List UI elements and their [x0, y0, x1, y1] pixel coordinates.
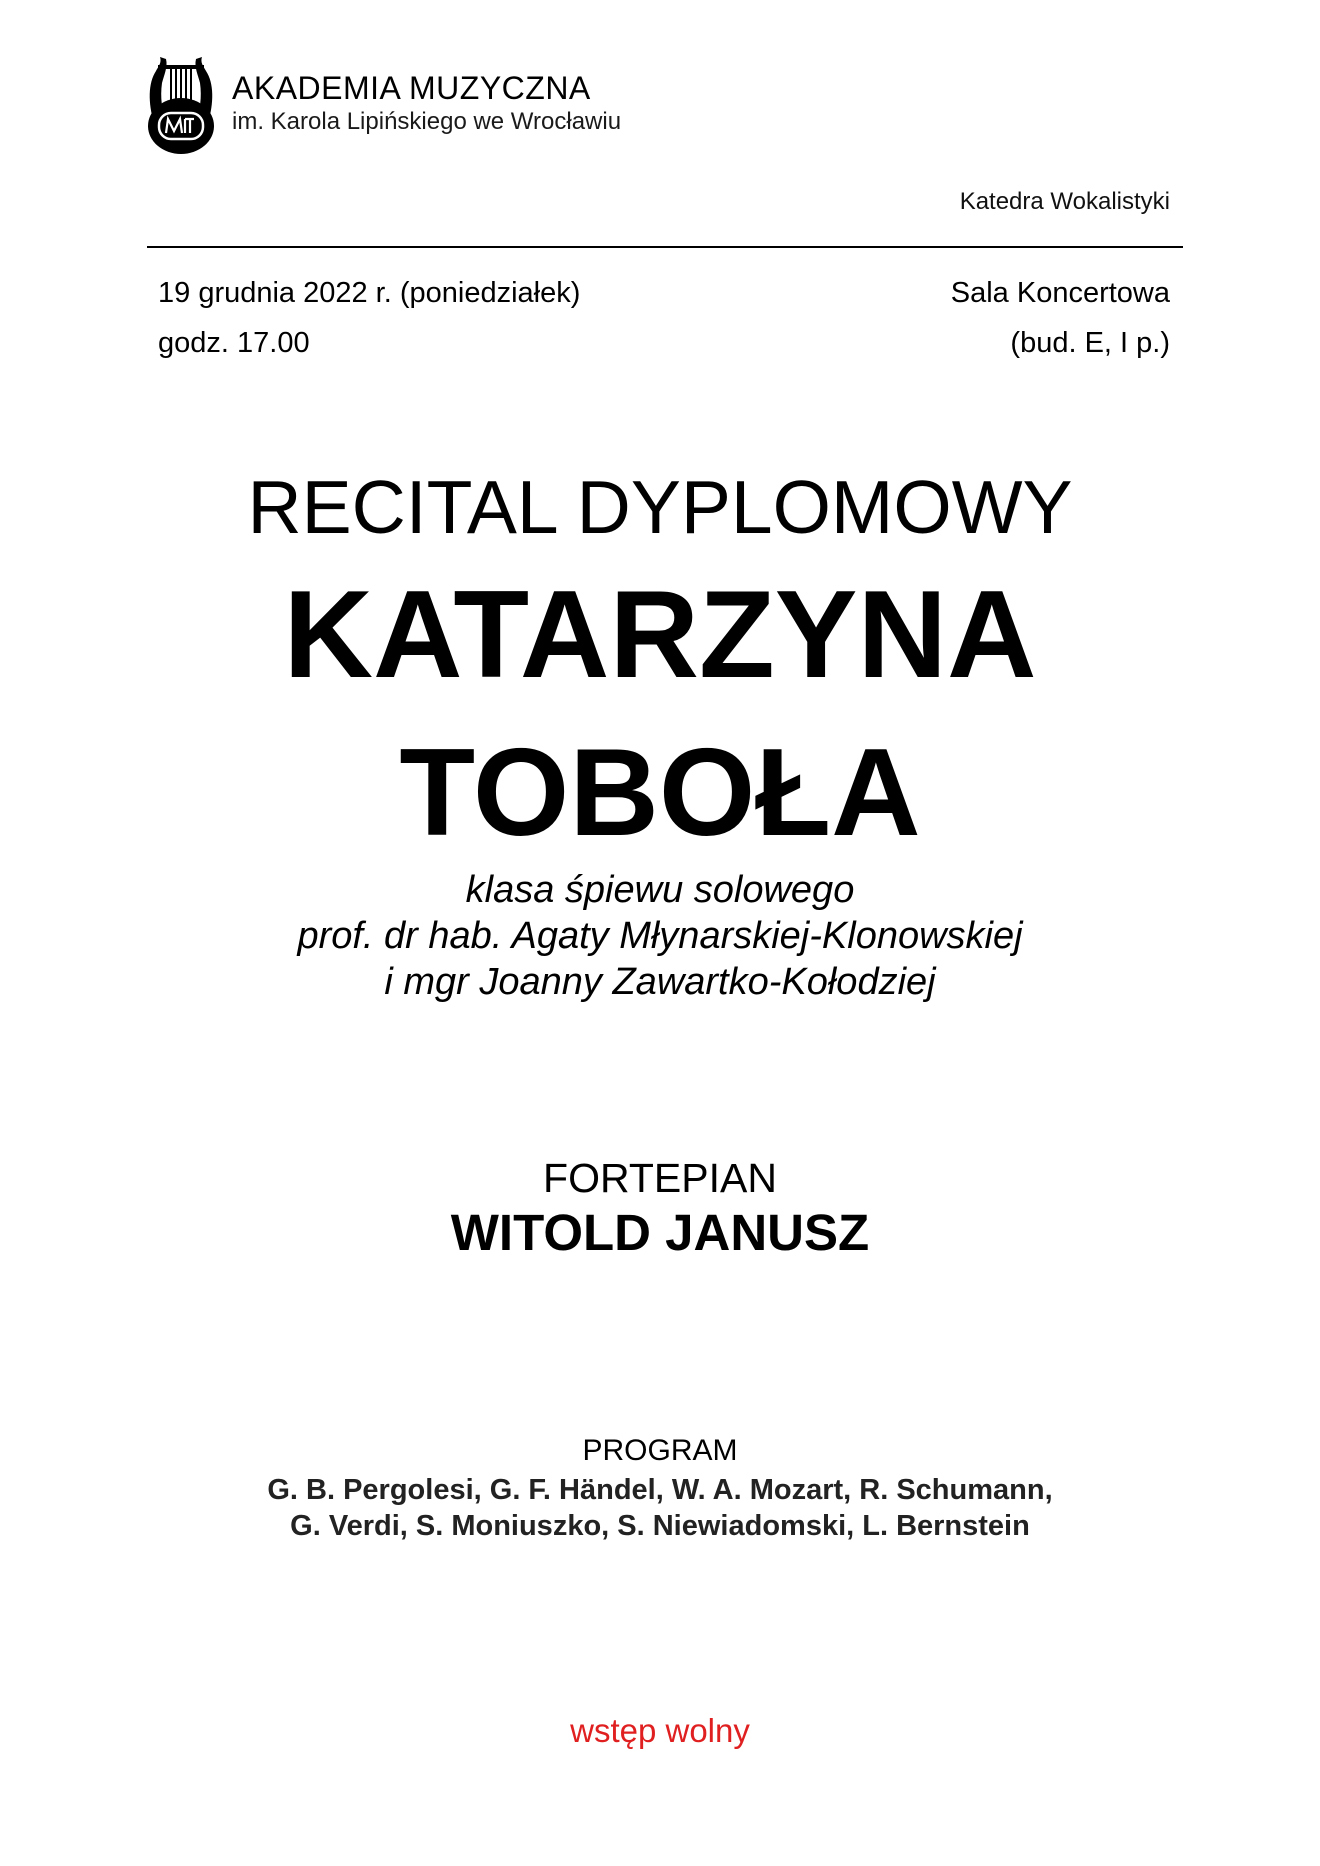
admission-note: wstęp wolny — [570, 1712, 750, 1749]
event-venue — [951, 268, 1170, 368]
department-name: Katedra Wokalistyki — [959, 188, 1170, 215]
class-info — [0, 867, 1320, 1005]
performer-last-name: TOBOŁA — [399, 724, 921, 862]
instrument-label: FORTEPIAN — [543, 1155, 777, 1201]
composer-list — [0, 1472, 1320, 1544]
event-time: godz. 17.00 — [158, 327, 310, 359]
institution-header — [232, 72, 621, 134]
lyre-logo-icon — [144, 53, 219, 156]
class-line: i mgr Joanny Zawartko-Kołodziej — [384, 961, 936, 1003]
composer-line: G. B. Pergolesi, G. F. Händel, W. A. Mozart, R. Schumann, — [267, 1474, 1053, 1506]
recital-title: RECITAL DYPLOMOWY — [247, 465, 1073, 549]
pianist-name: WITOLD JANUSZ — [450, 1204, 870, 1261]
performer-first-name: KATARZYNA — [283, 566, 1037, 704]
composer-line: G. Verdi, S. Moniuszko, S. Niewiadomski, L. Bernstein — [290, 1510, 1030, 1542]
institution-subtitle: im. Karola Lipińskiego we Wrocławiu — [232, 108, 622, 135]
event-date: 19 grudnia 2022 r. (poniedziałek) — [158, 277, 581, 309]
performer-name — [0, 556, 1320, 872]
venue-name: Sala Koncertowa — [950, 277, 1170, 309]
event-datetime — [158, 268, 580, 368]
program-label: PROGRAM — [582, 1434, 738, 1467]
institution-name: AKADEMIA MUZYCZNA — [232, 70, 591, 106]
class-line: klasa śpiewu solowego — [465, 869, 855, 911]
header-divider — [147, 246, 1183, 248]
class-line: prof. dr hab. Agaty Młynarskiej-Klonowskiej — [297, 915, 1023, 957]
venue-detail: (bud. E, I p.) — [1010, 327, 1170, 359]
